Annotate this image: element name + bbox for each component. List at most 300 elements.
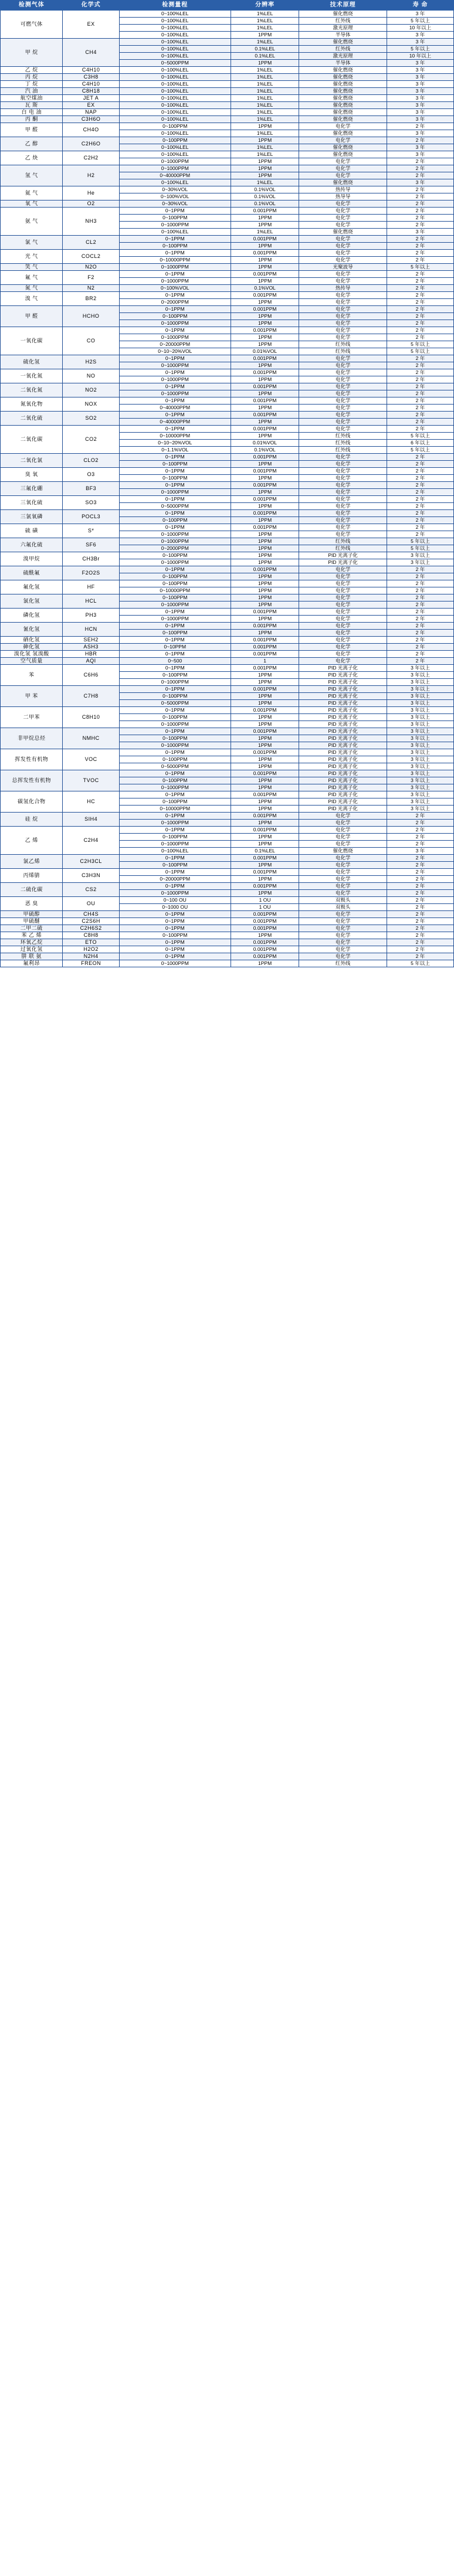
cell-range: 0~1PPM bbox=[119, 953, 231, 960]
cell-technology: PID 光离子化 bbox=[299, 707, 387, 714]
cell-range: 0~100PPM bbox=[119, 777, 231, 784]
cell-lifetime: 3 年 bbox=[387, 74, 453, 81]
cell-resolution: 0.001PPM bbox=[231, 918, 299, 925]
cell-resolution: 0.001PPM bbox=[231, 412, 299, 419]
cell-resolution: 1%LEL bbox=[231, 95, 299, 102]
cell-lifetime: 5 年以上 bbox=[387, 348, 453, 355]
cell-resolution: 0.001PPM bbox=[231, 883, 299, 890]
table-row bbox=[1, 770, 454, 777]
cell-technology: 电化学 bbox=[299, 236, 387, 243]
cell-lifetime: 5 年以上 bbox=[387, 447, 453, 454]
cell-gas-name: 硒化氢 bbox=[1, 637, 63, 644]
cell-formula: BF3 bbox=[63, 482, 119, 496]
cell-gas-name: 空气质量 bbox=[1, 658, 63, 665]
cell-range: 0~1PPM bbox=[119, 623, 231, 630]
table-row bbox=[1, 11, 454, 18]
column-header-lifetime: 寿 命 bbox=[387, 1, 453, 11]
cell-technology: 电化学 bbox=[299, 876, 387, 883]
cell-resolution: 0.001PPM bbox=[231, 869, 299, 876]
cell-technology: 电化学 bbox=[299, 334, 387, 341]
cell-technology: 催化燃烧 bbox=[299, 39, 387, 46]
cell-lifetime: 2 年 bbox=[387, 897, 453, 904]
cell-technology: 电化学 bbox=[299, 566, 387, 573]
cell-technology: 电化学 bbox=[299, 820, 387, 827]
cell-lifetime: 2 年 bbox=[387, 320, 453, 327]
cell-formula: C8H10 bbox=[63, 707, 119, 728]
cell-range: 0~1000PPM bbox=[119, 538, 231, 545]
cell-range: 0~1PPM bbox=[119, 939, 231, 946]
cell-resolution: 0.1%VOL bbox=[231, 285, 299, 292]
cell-range: 0~2000PPM bbox=[119, 299, 231, 306]
cell-range: 0~100%LEL bbox=[119, 102, 231, 109]
cell-resolution: 1PPM bbox=[231, 601, 299, 609]
cell-lifetime: 3 年以上 bbox=[387, 749, 453, 756]
cell-resolution: 1PPM bbox=[231, 700, 299, 707]
cell-range: 0~100PPM bbox=[119, 756, 231, 763]
cell-range: 0~30%VOL bbox=[119, 186, 231, 193]
gas-detection-table bbox=[0, 0, 454, 967]
cell-range: 0~1000PPM bbox=[119, 165, 231, 172]
cell-range: 0~1000PPM bbox=[119, 222, 231, 229]
cell-range: 0~1PPM bbox=[119, 397, 231, 405]
cell-resolution: 1PPM bbox=[231, 777, 299, 784]
cell-technology: 电化学 bbox=[299, 278, 387, 285]
cell-resolution: 1PPM bbox=[231, 798, 299, 806]
gas-detection-spec-page bbox=[0, 0, 454, 967]
cell-lifetime: 3 年 bbox=[387, 130, 453, 137]
cell-technology: 激光原理 bbox=[299, 53, 387, 60]
cell-resolution: 1PPM bbox=[231, 714, 299, 721]
cell-lifetime: 2 年 bbox=[387, 397, 453, 405]
cell-technology: PID 光离子化 bbox=[299, 791, 387, 798]
cell-lifetime: 3 年以上 bbox=[387, 728, 453, 735]
cell-resolution: 1PPM bbox=[231, 320, 299, 327]
table-row bbox=[1, 911, 454, 918]
cell-range: 0~100PPM bbox=[119, 123, 231, 130]
cell-resolution: 0.001PPM bbox=[231, 454, 299, 461]
cell-gas-name: 丙 酮 bbox=[1, 116, 63, 123]
cell-lifetime: 2 年 bbox=[387, 123, 453, 130]
cell-technology: 半导体 bbox=[299, 32, 387, 39]
cell-technology: 催化燃烧 bbox=[299, 144, 387, 151]
table-row bbox=[1, 946, 454, 953]
cell-formula: HBR bbox=[63, 651, 119, 658]
cell-range: 0~1PPM bbox=[119, 827, 231, 834]
cell-lifetime: 6 年以上 bbox=[387, 440, 453, 447]
cell-technology: 电化学 bbox=[299, 313, 387, 320]
cell-technology: 电化学 bbox=[299, 489, 387, 496]
cell-technology: PID 光离子化 bbox=[299, 763, 387, 770]
cell-resolution: 1%LEL bbox=[231, 144, 299, 151]
table-row bbox=[1, 397, 454, 405]
cell-lifetime: 3 年 bbox=[387, 88, 453, 95]
cell-resolution: 0.001PPM bbox=[231, 355, 299, 362]
cell-lifetime: 2 年 bbox=[387, 405, 453, 412]
cell-range: 0~40000PPM bbox=[119, 172, 231, 179]
cell-gas-name: 二氧化氯 bbox=[1, 454, 63, 468]
cell-technology: 电化学 bbox=[299, 517, 387, 524]
cell-technology: 催化燃烧 bbox=[299, 130, 387, 137]
cell-formula: HC bbox=[63, 791, 119, 813]
cell-resolution: 1PPM bbox=[231, 693, 299, 700]
cell-lifetime: 2 年 bbox=[387, 250, 453, 257]
cell-resolution: 1PPM bbox=[231, 538, 299, 545]
cell-resolution: 0.001PPM bbox=[231, 623, 299, 630]
table-row bbox=[1, 271, 454, 278]
cell-lifetime: 3 年以上 bbox=[387, 721, 453, 728]
cell-gas-name: 六氟化硫 bbox=[1, 538, 63, 552]
cell-gas-name: 甲 烷 bbox=[1, 39, 63, 67]
cell-technology: 电化学 bbox=[299, 250, 387, 257]
cell-range: 0~100%LEL bbox=[119, 18, 231, 25]
table-row bbox=[1, 883, 454, 890]
cell-resolution: 1%LEL bbox=[231, 11, 299, 18]
cell-resolution: 0.001PPM bbox=[231, 749, 299, 756]
cell-technology: 电化学 bbox=[299, 137, 387, 144]
cell-formula: SF6 bbox=[63, 538, 119, 552]
cell-resolution: 1PPM bbox=[231, 587, 299, 594]
cell-technology: 电化学 bbox=[299, 376, 387, 383]
cell-gas-name: 氢 气 bbox=[1, 165, 63, 186]
table-header-row bbox=[1, 1, 454, 11]
cell-lifetime: 5 年以上 bbox=[387, 538, 453, 545]
cell-lifetime: 2 年 bbox=[387, 580, 453, 587]
cell-formula: F2O2S bbox=[63, 566, 119, 580]
cell-formula: C3H8 bbox=[63, 74, 119, 81]
cell-resolution: 1PPM bbox=[231, 876, 299, 883]
cell-formula: BR2 bbox=[63, 292, 119, 306]
cell-range: 0~1000PPM bbox=[119, 721, 231, 728]
cell-formula: VOC bbox=[63, 749, 119, 770]
cell-range: 0~100%LEL bbox=[119, 88, 231, 95]
cell-range: 0~100PPM bbox=[119, 475, 231, 482]
table-row bbox=[1, 665, 454, 672]
cell-resolution: 1%LEL bbox=[231, 39, 299, 46]
cell-gas-name: 臭 氧 bbox=[1, 468, 63, 482]
cell-formula: POCL3 bbox=[63, 510, 119, 524]
cell-range: 0~1000PPM bbox=[119, 390, 231, 397]
cell-gas-name: 二氧化碳 bbox=[1, 426, 63, 454]
table-row bbox=[1, 151, 454, 158]
cell-resolution: 1%LEL bbox=[231, 67, 299, 74]
cell-range: 0~1PPM bbox=[119, 468, 231, 475]
cell-lifetime: 3 年 bbox=[387, 11, 453, 18]
table-row bbox=[1, 264, 454, 271]
cell-formula: C2H3CL bbox=[63, 855, 119, 869]
cell-formula: C2S6H bbox=[63, 918, 119, 925]
cell-range: 0~1000PPM bbox=[119, 334, 231, 341]
cell-technology: 催化燃烧 bbox=[299, 229, 387, 236]
cell-gas-name: 氯乙烯 bbox=[1, 855, 63, 869]
cell-technology: 电化学 bbox=[299, 510, 387, 517]
cell-technology: 电化学 bbox=[299, 496, 387, 503]
cell-range: 0~100PPM bbox=[119, 573, 231, 580]
cell-technology: 热传导 bbox=[299, 285, 387, 292]
cell-lifetime: 2 年 bbox=[387, 616, 453, 623]
cell-technology: 红外线 bbox=[299, 348, 387, 355]
cell-gas-name: 苯 乙 烯 bbox=[1, 932, 63, 939]
cell-resolution: 1PPM bbox=[231, 475, 299, 482]
cell-lifetime: 2 年 bbox=[387, 172, 453, 179]
cell-range: 0~10000PPM bbox=[119, 587, 231, 594]
cell-lifetime: 2 年 bbox=[387, 299, 453, 306]
cell-lifetime: 3 年以上 bbox=[387, 798, 453, 806]
cell-resolution: 0.001PPM bbox=[231, 686, 299, 693]
table-row bbox=[1, 813, 454, 820]
cell-range: 0~100PPM bbox=[119, 693, 231, 700]
cell-resolution: 0.001PPM bbox=[231, 482, 299, 489]
cell-technology: 电化学 bbox=[299, 946, 387, 953]
cell-formula: SEH2 bbox=[63, 637, 119, 644]
cell-technology: 半导体 bbox=[299, 60, 387, 67]
cell-lifetime: 10 年以上 bbox=[387, 53, 453, 60]
cell-technology: PID 光离子化 bbox=[299, 721, 387, 728]
cell-technology: 光聚波导 bbox=[299, 264, 387, 271]
cell-range: 0~1PPM bbox=[119, 707, 231, 714]
cell-formula: ETO bbox=[63, 939, 119, 946]
cell-lifetime: 2 年 bbox=[387, 285, 453, 292]
cell-formula: N2H4 bbox=[63, 953, 119, 960]
cell-technology: PID 光离子化 bbox=[299, 665, 387, 672]
cell-lifetime: 2 年 bbox=[387, 186, 453, 193]
table-row bbox=[1, 953, 454, 960]
cell-resolution: 0.001PPM bbox=[231, 637, 299, 644]
cell-range: 0~1PPM bbox=[119, 946, 231, 953]
cell-resolution: 1PPM bbox=[231, 405, 299, 412]
cell-range: 0~1PPM bbox=[119, 637, 231, 644]
cell-range: 0~10000PPM bbox=[119, 433, 231, 440]
table-row bbox=[1, 39, 454, 46]
cell-range: 0~1000PPM bbox=[119, 601, 231, 609]
cell-gas-name: 甲 醛 bbox=[1, 123, 63, 137]
table-row bbox=[1, 482, 454, 489]
cell-resolution: 1PPM bbox=[231, 299, 299, 306]
cell-technology: PID 光离子化 bbox=[299, 552, 387, 559]
cell-range: 0~5000PPM bbox=[119, 503, 231, 510]
cell-formula: H2 bbox=[63, 165, 119, 186]
cell-formula: C2H2 bbox=[63, 151, 119, 165]
cell-gas-name: 挥发性有机物 bbox=[1, 749, 63, 770]
cell-formula: COCL2 bbox=[63, 250, 119, 264]
cell-technology: 红外线 bbox=[299, 960, 387, 967]
cell-resolution: 1PPM bbox=[231, 834, 299, 841]
cell-resolution: 1%LEL bbox=[231, 25, 299, 32]
cell-resolution: 0.001PPM bbox=[231, 524, 299, 531]
cell-resolution: 1PPM bbox=[231, 756, 299, 763]
cell-formula: NO2 bbox=[63, 383, 119, 397]
cell-lifetime: 2 年 bbox=[387, 946, 453, 953]
cell-range: 0~1PPM bbox=[119, 813, 231, 820]
cell-technology: 红外线 bbox=[299, 18, 387, 25]
cell-technology: 催化燃烧 bbox=[299, 109, 387, 116]
table-row bbox=[1, 897, 454, 904]
cell-formula: CS2 bbox=[63, 883, 119, 897]
cell-gas-name: 光 气 bbox=[1, 250, 63, 264]
cell-range: 0~1PPM bbox=[119, 911, 231, 918]
cell-technology: PID 光离子化 bbox=[299, 735, 387, 742]
cell-lifetime: 2 年 bbox=[387, 475, 453, 482]
cell-lifetime: 2 年 bbox=[387, 953, 453, 960]
cell-resolution: 1PPM bbox=[231, 419, 299, 426]
cell-range: 0~10PPM bbox=[119, 644, 231, 651]
cell-resolution: 1PPM bbox=[231, 763, 299, 770]
table-row bbox=[1, 306, 454, 313]
cell-range: 0~100%LEL bbox=[119, 144, 231, 151]
cell-formula: NO bbox=[63, 369, 119, 383]
cell-technology: 电化学 bbox=[299, 630, 387, 637]
cell-gas-name: 硫酰氟 bbox=[1, 566, 63, 580]
cell-technology: 电化学 bbox=[299, 419, 387, 426]
cell-technology: PID 光离子化 bbox=[299, 693, 387, 700]
cell-range: 0~5000PPM bbox=[119, 700, 231, 707]
cell-resolution: 0.001PPM bbox=[231, 770, 299, 777]
cell-resolution: 1PPM bbox=[231, 679, 299, 686]
table-row bbox=[1, 137, 454, 144]
table-row bbox=[1, 74, 454, 81]
cell-range: 0~1PPM bbox=[119, 566, 231, 573]
cell-range: 0~100%VOL bbox=[119, 193, 231, 200]
cell-lifetime: 2 年 bbox=[387, 461, 453, 468]
cell-resolution: 0.001PPM bbox=[231, 236, 299, 243]
cell-gas-name: 二氧化硫 bbox=[1, 412, 63, 426]
cell-resolution: 1PPM bbox=[231, 334, 299, 341]
cell-lifetime: 2 年 bbox=[387, 623, 453, 630]
cell-technology: 激光原理 bbox=[299, 25, 387, 32]
cell-range: 0~1000PPM bbox=[119, 278, 231, 285]
cell-formula: FREON bbox=[63, 960, 119, 967]
cell-range: 0~5000PPM bbox=[119, 60, 231, 67]
table-row bbox=[1, 552, 454, 559]
cell-range: 0~100PPM bbox=[119, 313, 231, 320]
cell-resolution: 0.001PPM bbox=[231, 609, 299, 616]
cell-technology: 电化学 bbox=[299, 292, 387, 299]
cell-range: 0~1000PPM bbox=[119, 784, 231, 791]
table-row bbox=[1, 925, 454, 932]
cell-lifetime: 3 年 bbox=[387, 102, 453, 109]
cell-lifetime: 5 年以上 bbox=[387, 433, 453, 440]
cell-range: 0~1000PPM bbox=[119, 616, 231, 623]
cell-resolution: 1PPM bbox=[231, 594, 299, 601]
table-row bbox=[1, 658, 454, 665]
cell-formula: O2 bbox=[63, 200, 119, 208]
cell-technology: 电化学 bbox=[299, 587, 387, 594]
cell-range: 0~100PPM bbox=[119, 672, 231, 679]
cell-technology: 电化学 bbox=[299, 580, 387, 587]
cell-resolution: 1PPM bbox=[231, 123, 299, 130]
cell-lifetime: 2 年 bbox=[387, 193, 453, 200]
cell-resolution: 1%LEL bbox=[231, 18, 299, 25]
cell-gas-name: 环氧乙烷 bbox=[1, 939, 63, 946]
cell-lifetime: 2 年 bbox=[387, 932, 453, 939]
cell-formula: C6H6 bbox=[63, 665, 119, 686]
cell-formula: He bbox=[63, 186, 119, 200]
cell-gas-name: 碳氢化合物 bbox=[1, 791, 63, 813]
table-row bbox=[1, 250, 454, 257]
cell-gas-name: 氨 气 bbox=[1, 208, 63, 236]
cell-technology: 电化学 bbox=[299, 953, 387, 960]
cell-lifetime: 2 年 bbox=[387, 510, 453, 517]
cell-lifetime: 2 年 bbox=[387, 594, 453, 601]
cell-technology: 双极头 bbox=[299, 904, 387, 911]
cell-range: 0~1PPM bbox=[119, 327, 231, 334]
cell-technology: PID 光离子化 bbox=[299, 770, 387, 777]
table-row bbox=[1, 383, 454, 390]
cell-resolution: 1PPM bbox=[231, 461, 299, 468]
table-row bbox=[1, 524, 454, 531]
cell-range: 0~10~20%VOL bbox=[119, 348, 231, 355]
cell-range: 0~100PPM bbox=[119, 215, 231, 222]
cell-range: 0~30%VOL bbox=[119, 200, 231, 208]
cell-lifetime: 2 年 bbox=[387, 383, 453, 390]
cell-range: 0~100%LEL bbox=[119, 130, 231, 137]
cell-formula: HCN bbox=[63, 623, 119, 637]
cell-gas-name: 一氧化氮 bbox=[1, 369, 63, 383]
table-row bbox=[1, 327, 454, 334]
cell-resolution: 0.01%VOL bbox=[231, 348, 299, 355]
cell-resolution: 1PPM bbox=[231, 932, 299, 939]
cell-lifetime: 3 年以上 bbox=[387, 672, 453, 679]
cell-gas-name: 硫化氢 bbox=[1, 355, 63, 369]
cell-gas-name: 硅 烷 bbox=[1, 813, 63, 827]
cell-lifetime: 2 年 bbox=[387, 236, 453, 243]
cell-lifetime: 3 年以上 bbox=[387, 735, 453, 742]
cell-range: 0~1000PPM bbox=[119, 960, 231, 967]
cell-formula: C7H8 bbox=[63, 686, 119, 707]
cell-lifetime: 3 年以上 bbox=[387, 686, 453, 693]
cell-lifetime: 2 年 bbox=[387, 573, 453, 580]
column-header-technology: 技术原理 bbox=[299, 1, 387, 11]
table-row bbox=[1, 651, 454, 658]
cell-range: 0~20000PPM bbox=[119, 341, 231, 348]
cell-technology: PID 光离子化 bbox=[299, 700, 387, 707]
cell-technology: 电化学 bbox=[299, 573, 387, 580]
column-header-formula: 化学式 bbox=[63, 1, 119, 11]
cell-gas-name: 砷化氢 bbox=[1, 644, 63, 651]
cell-range: 0~100%LEL bbox=[119, 11, 231, 18]
cell-lifetime: 2 年 bbox=[387, 137, 453, 144]
cell-range: 0~100PPM bbox=[119, 630, 231, 637]
table-row bbox=[1, 707, 454, 714]
cell-formula: SIH4 bbox=[63, 813, 119, 827]
cell-formula: C3H3N bbox=[63, 869, 119, 883]
cell-gas-name: 溴甲烷 bbox=[1, 552, 63, 566]
cell-lifetime: 3 年以上 bbox=[387, 791, 453, 798]
cell-resolution: 1PPM bbox=[231, 630, 299, 637]
table-row bbox=[1, 609, 454, 616]
cell-resolution: 0.001PPM bbox=[231, 651, 299, 658]
cell-gas-name: 氧 气 bbox=[1, 200, 63, 208]
cell-technology: 电化学 bbox=[299, 412, 387, 419]
table-row bbox=[1, 369, 454, 376]
cell-technology: 电化学 bbox=[299, 644, 387, 651]
cell-lifetime: 2 年 bbox=[387, 813, 453, 820]
cell-range: 0~1.1%VOL bbox=[119, 447, 231, 454]
table-row bbox=[1, 686, 454, 693]
cell-technology: 电化学 bbox=[299, 637, 387, 644]
cell-technology: 电化学 bbox=[299, 890, 387, 897]
table-row bbox=[1, 869, 454, 876]
cell-technology: 电化学 bbox=[299, 658, 387, 665]
cell-resolution: 1 bbox=[231, 658, 299, 665]
cell-resolution: 1PPM bbox=[231, 264, 299, 271]
cell-range: 0~1PPM bbox=[119, 383, 231, 390]
cell-technology: PID 光离子化 bbox=[299, 756, 387, 763]
cell-lifetime: 3 年以上 bbox=[387, 806, 453, 813]
cell-resolution: 1%LEL bbox=[231, 81, 299, 88]
cell-technology: 电化学 bbox=[299, 454, 387, 461]
cell-technology: 催化燃烧 bbox=[299, 67, 387, 74]
cell-lifetime: 2 年 bbox=[387, 855, 453, 862]
